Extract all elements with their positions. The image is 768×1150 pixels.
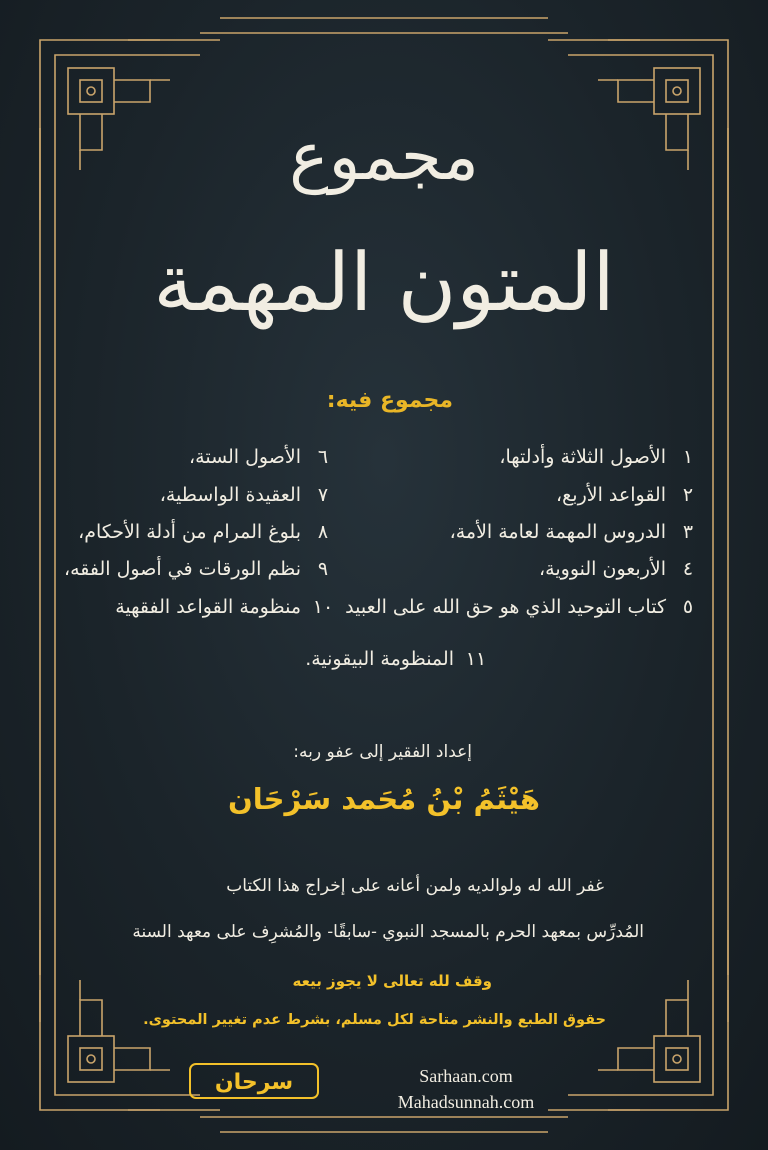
item-text: منظومة القواعد الفقهية [115, 596, 301, 618]
title-line-1: مجموع [289, 118, 479, 195]
item-number: ٦ [317, 446, 329, 468]
item-text: الدروس المهمة لعامة الأمة، [449, 521, 666, 543]
item-number: ٩ [317, 558, 329, 580]
list-item [556, 484, 700, 506]
item-number: ١٠ [312, 596, 334, 618]
item-text: الأصول الثلاثة وأدلتها، [499, 446, 666, 468]
item-number: ١ [682, 446, 694, 468]
list-item [539, 558, 700, 580]
prepared-by-label: إعداد الفقير إلى عفو ربه: [293, 742, 472, 762]
list-item [305, 648, 488, 670]
list-item [115, 596, 335, 618]
item-text: العقيدة الواسطية، [159, 484, 301, 506]
item-number: ٧ [317, 484, 329, 506]
list-item [64, 558, 335, 580]
item-text: الأربعون النووية، [539, 558, 666, 580]
title-line-2: المتون المهمة [153, 236, 615, 329]
item-number: ٤ [682, 558, 694, 580]
item-text: الأصول الستة، [189, 446, 301, 468]
list-item [160, 484, 335, 506]
logo-text: سرحان [214, 1070, 294, 1095]
item-text: المنظومة البيقونية. [305, 648, 454, 670]
rights-notice: حقوق الطبع والنشر متاحة لكل مسلم، بشرط عدم تغيير المحتوى. [143, 1012, 606, 1028]
list-item [189, 446, 335, 468]
waqf-notice: وقف لله تعالى لا يجوز بيعه [292, 972, 492, 990]
item-number: ١١ [465, 648, 487, 670]
website-link-2[interactable]: Mahadsunnah.com [397, 1092, 535, 1112]
item-text: كتاب التوحيد الذي هو حق الله على العبيد [345, 596, 666, 618]
dua-line: غفر الله له ولوالديه ولمن أعانه على إخراج هذا الكتاب [226, 876, 604, 896]
author-credentials: المُدرِّس بمعهد الحرم بالمسجد النبوي -سابقًا- والمُشرِف على معهد السنة [132, 922, 644, 942]
sarhan-logo [184, 1058, 324, 1104]
list-item [450, 521, 700, 543]
item-text: نظم الورقات في أصول الفقه، [63, 558, 301, 580]
list-item [78, 521, 335, 543]
item-text: القواعد الأربع، [556, 484, 666, 506]
item-number: ٢ [682, 484, 694, 506]
item-number: ٨ [317, 521, 329, 543]
contents-label: مجموع فيه: [326, 388, 453, 413]
author-name: هَيْثَمُ بْنُ مُحَمد سَرْحَان [228, 782, 540, 816]
list-item [345, 596, 700, 618]
list-item [499, 446, 700, 468]
item-text: بلوغ المرام من أدلة الأحكام، [78, 521, 301, 543]
item-number: ٥ [682, 596, 694, 618]
website-link-1[interactable]: Sarhaan.com [419, 1066, 513, 1086]
item-number: ٣ [682, 521, 694, 543]
